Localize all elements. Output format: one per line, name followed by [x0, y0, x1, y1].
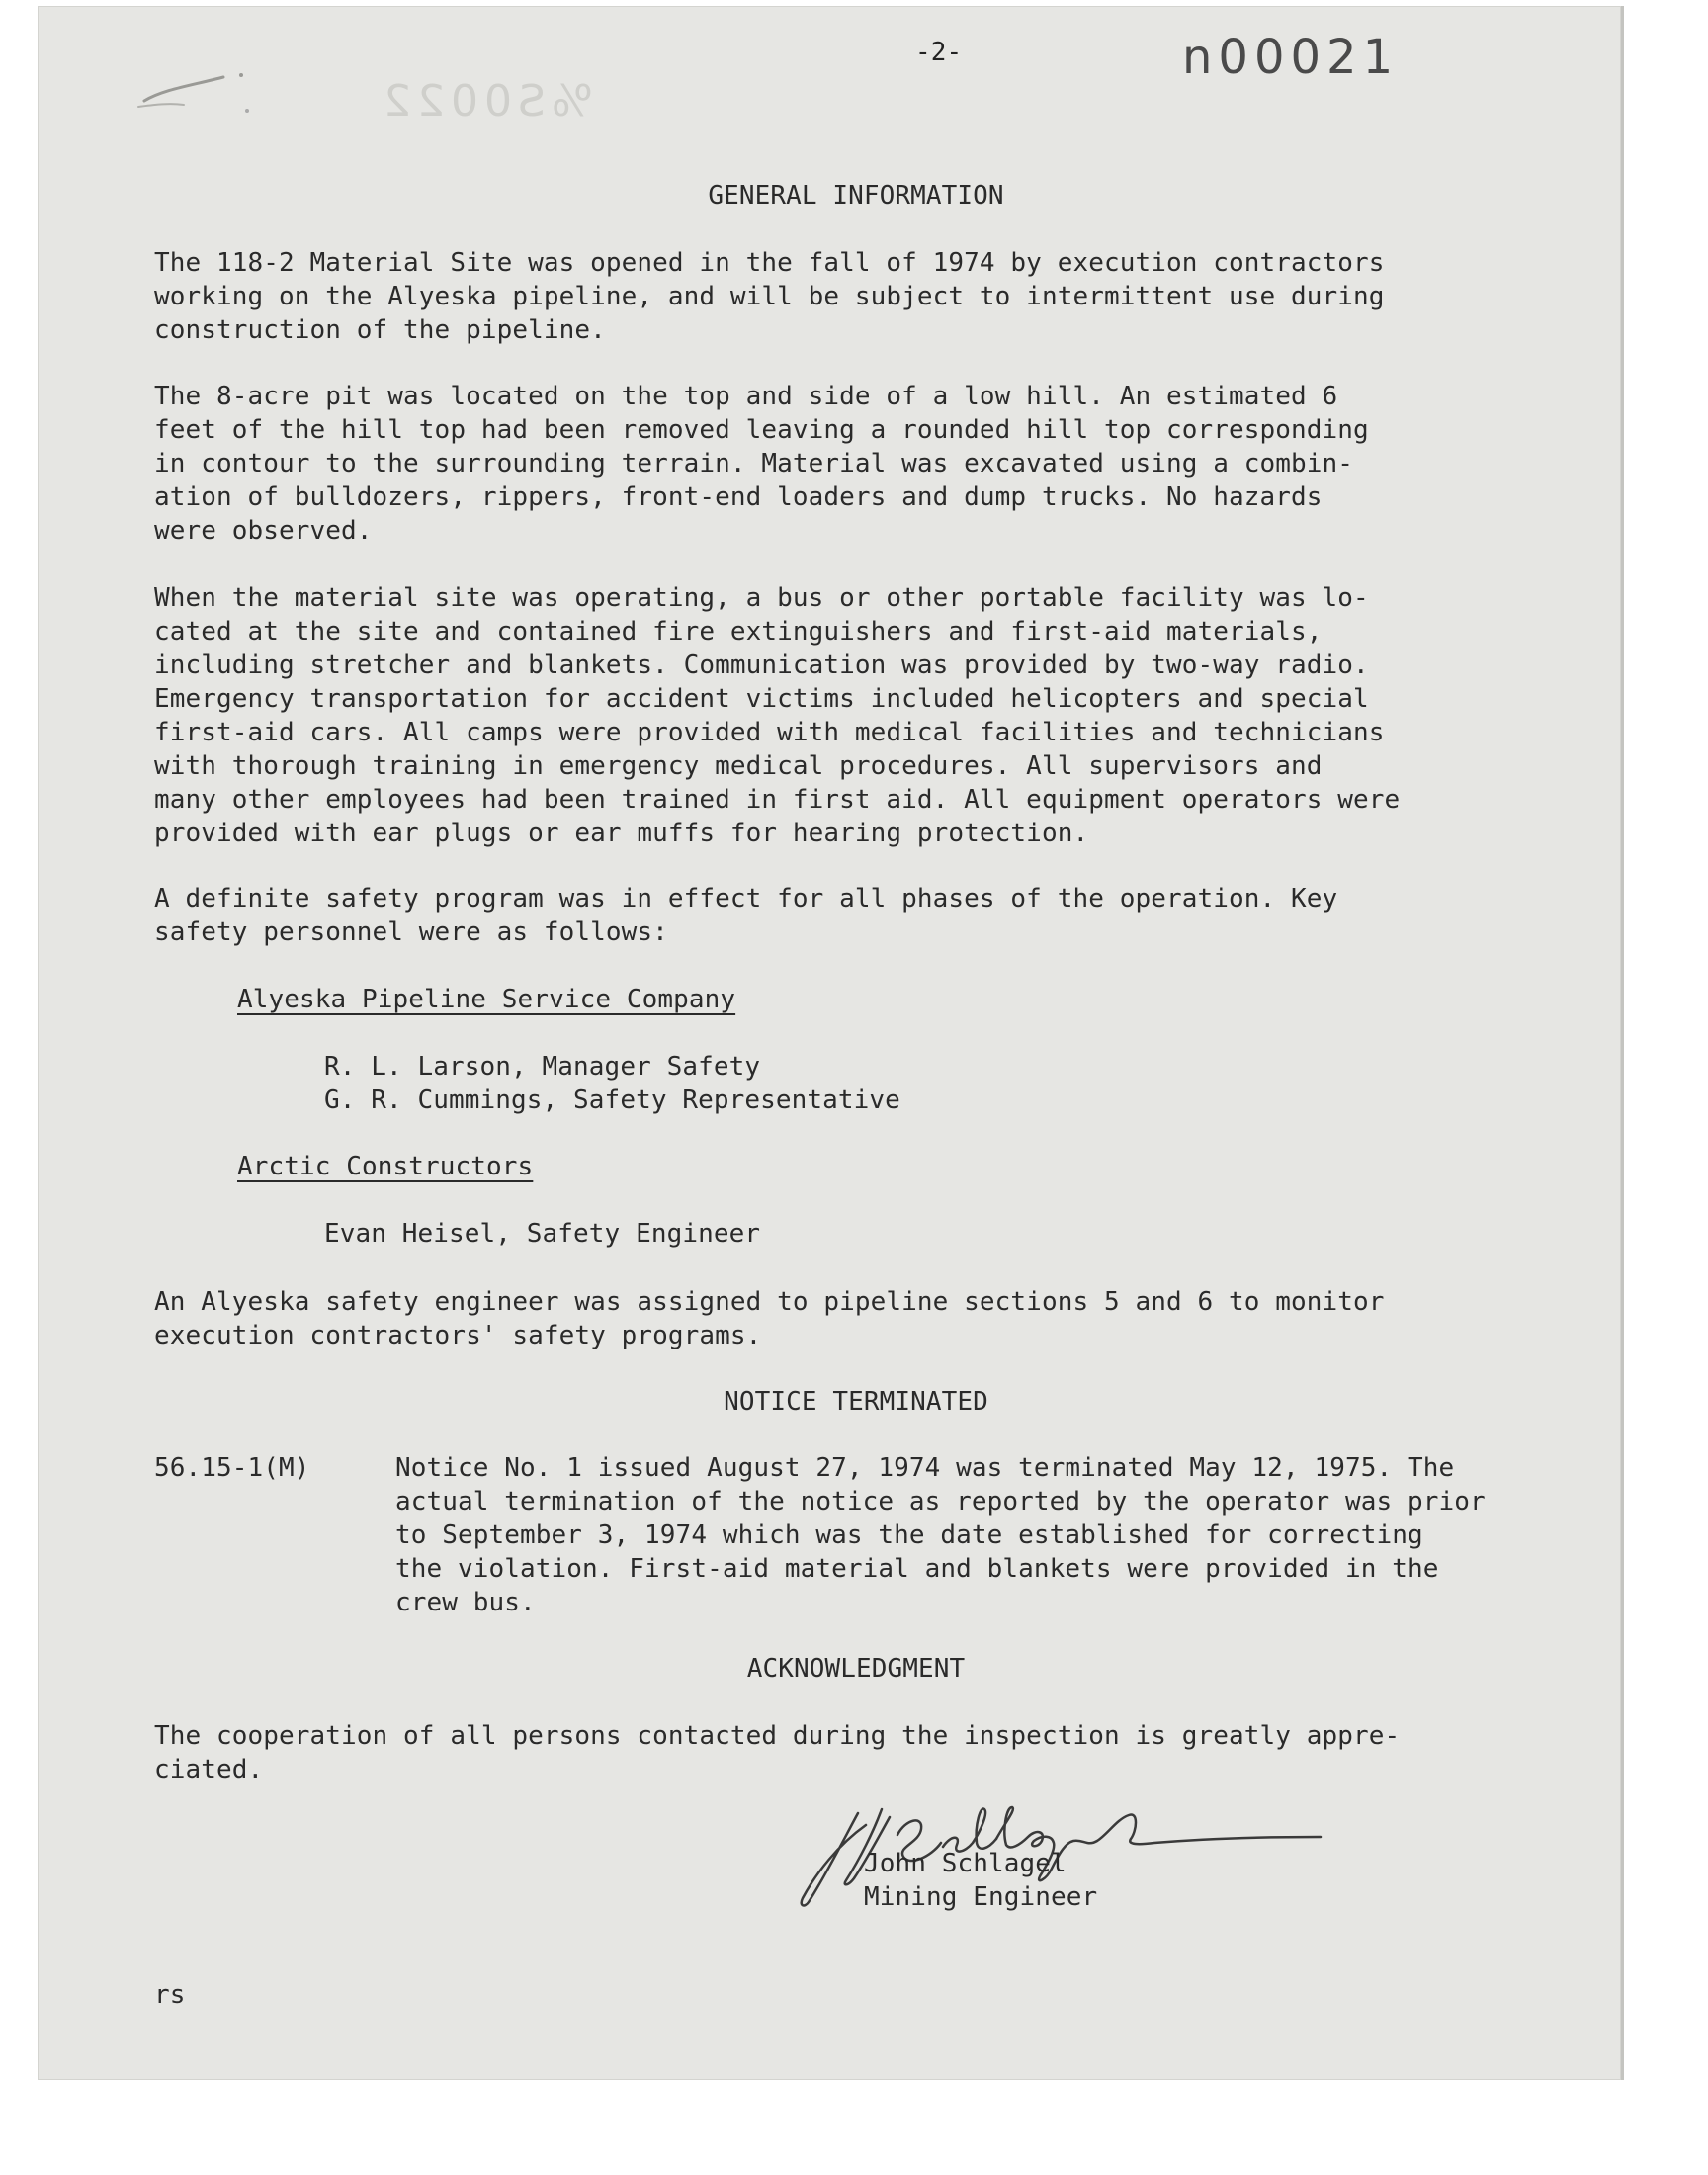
person-larson: R. L. Larson, Manager Safety	[324, 1052, 761, 1082]
paragraph-safety-engineer: An Alyeska safety engineer was assigned to pipeline sections 5 and 6 to monitor execution contractors' safety programs.	[154, 1287, 1385, 1350]
page-number: -2-	[915, 38, 963, 67]
paragraph-safety-facilities: When the material site was operating, a bus or other portable facility was lo- cated at the site and contained fire extinguishers and first-aid materials, including stretcher and blankets. Communication was provided by two-way radio. Emergency transportation for accident victims included helicopters and special first-aid cars. All camps were provided with medical facilities and technicians with thorough training in emergency medical procedures. All supervisors and many other employees had been trained in first aid. All equipment operators were provided with ear plugs or ear muffs for hearing protection.	[154, 583, 1401, 848]
ink-smudge-mark	[125, 67, 253, 117]
person-cummings: G. R. Cummings, Safety Representative	[324, 1086, 900, 1115]
org-alyeska: Alyeska Pipeline Service Company	[237, 985, 736, 1014]
document-stamp-number: n00021	[1182, 30, 1400, 85]
signer-name: John Schlagel	[864, 1849, 1067, 1878]
paragraph-safety-program: A definite safety program was in effect for all phases of the operation. Key safety personnel were as follows:	[154, 884, 1338, 947]
document-page	[38, 6, 1624, 2080]
typist-initials: rs	[154, 1980, 186, 2010]
heading-acknowledgment: ACKNOWLEDGMENT	[746, 1654, 966, 1684]
person-heisel: Evan Heisel, Safety Engineer	[324, 1219, 761, 1249]
bleedthrough-stamp: %S0022	[378, 76, 593, 127]
org-arctic-constructors: Arctic Constructors	[237, 1152, 534, 1181]
notice-code: 56.15-1(M)	[154, 1453, 310, 1483]
notice-text: Notice No. 1 issued August 27, 1974 was terminated May 12, 1975. The actual termination of the notice as reported by the operator was prior to September 3, 1974 which was the date established for correcting the violation. First-aid material and blankets were provided in the crew bus.	[395, 1453, 1486, 1617]
heading-notice-terminated: NOTICE TERMINATED	[724, 1387, 988, 1417]
heading-general-information: GENERAL INFORMATION	[708, 181, 1004, 211]
signer-title: Mining Engineer	[864, 1882, 1098, 1912]
paragraph-site-opening: The 118-2 Material Site was opened in the fall of 1974 by execution contractors working on the Alyeska pipeline, and will be subject to intermittent use during construction of the pipeline.	[154, 248, 1385, 345]
paragraph-pit-description: The 8-acre pit was located on the top and side of a low hill. An estimated 6 feet of the hill top had been removed leaving a rounded hill top corresponding in contour to the surrounding terrain. Material was excavated using a combin- ation of bulldozers, rippers, front-end loaders and dump trucks. No hazards were observed.	[154, 382, 1369, 546]
paragraph-acknowledgment: The cooperation of all persons contacted during the inspection is greatly appre- ciated.	[154, 1721, 1401, 1784]
